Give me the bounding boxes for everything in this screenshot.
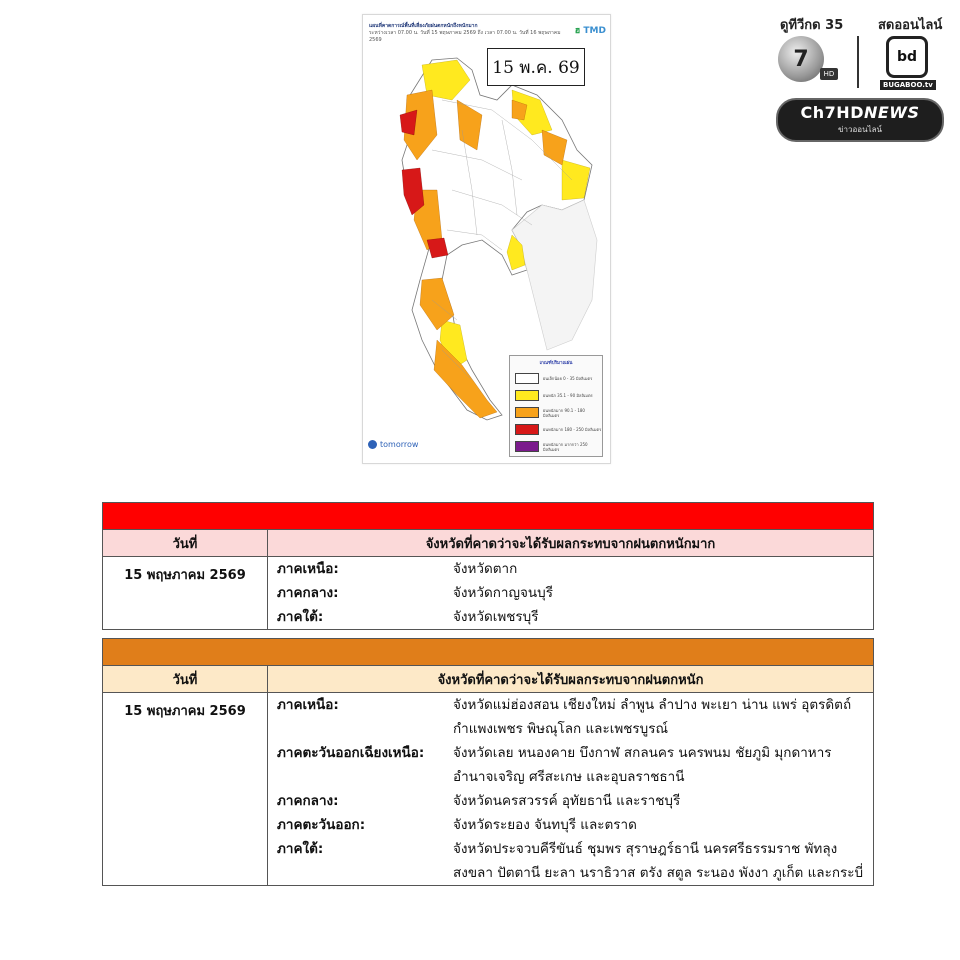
hd-badge: HD	[820, 68, 838, 80]
region-name: ภาคกลาง:	[277, 793, 339, 809]
map-neighbour-shape	[512, 200, 597, 350]
region-provinces: จังหวัดประจวบคีรีขันธ์ ชุมพร สุราษฎร์ธานี นครศรีธรรมราช พัทลุง สงขลา ปัตตานี ยะลา นราธิวาส ตรัง สตูล ระนอง พังงา ภูเก็ต และกระบี่	[453, 841, 864, 881]
legend-swatch	[515, 373, 539, 384]
channel-label: ดูทีวีกด 35	[780, 18, 844, 33]
bugaboo-name: BUGABOO.tv	[880, 80, 936, 90]
region-provinces: จังหวัดนครสวรรค์ อุทัยธานี และราชบุรี	[453, 793, 681, 809]
legend-label: ฝนหนักมาก มากกว่า 250 มิลลิเมตร	[543, 441, 588, 452]
channel-7-logo[interactable]: 7	[778, 36, 824, 82]
map-date-label: 15 พ.ค. 69	[487, 48, 585, 86]
legend-item	[510, 438, 602, 455]
legend-label: ฝนหนัก 35.1 - 90 มิลลิเมตร	[543, 393, 593, 398]
region-name: ภาคกลาง:	[277, 585, 339, 601]
region-name: ภาคเหนือ:	[277, 561, 339, 577]
map-title: แผนที่คาดการณ์พื้นที่เสี่ยงภัยฝนตกหนักถึงหนักมาก	[369, 23, 478, 29]
bugaboo-logo[interactable]: bd	[886, 36, 928, 78]
region-row	[268, 693, 873, 741]
legend-label: ฝนหนักมาก 90.1 - 180 มิลลิเมตร	[543, 407, 585, 418]
tomorrow-dot-icon	[368, 440, 377, 449]
region-provinces: จังหวัดระยอง จันทบุรี และตราด	[453, 817, 637, 833]
region-row	[268, 741, 873, 789]
legend-label: ฝนเล็กน้อย 0 - 35 มิลลิเมตร	[543, 376, 593, 381]
region-row	[268, 605, 873, 629]
column-header-date: วันที่	[103, 530, 268, 557]
region-row	[268, 813, 873, 837]
region-provinces: จังหวัดกาญจนบุรี	[453, 585, 553, 601]
brand-divider	[857, 36, 859, 88]
heavy-rain-table	[102, 638, 874, 886]
tmd-logo: ฮ TMD	[574, 26, 606, 36]
table-header-row	[103, 530, 873, 557]
column-header-provinces: จังหวัดที่คาดว่าจะได้รับผลกระทบจากฝนตกหนัก	[268, 666, 874, 693]
legend-swatch	[515, 441, 539, 452]
date-cell: 15 พฤษภาคม 2569	[103, 693, 268, 886]
region-name: ภาคตะวันออก:	[277, 817, 366, 833]
date-cell: 15 พฤษภาคม 2569	[103, 557, 268, 630]
table-row	[103, 557, 873, 630]
region-row	[268, 789, 873, 813]
table-row	[103, 693, 873, 886]
map-legend	[509, 355, 603, 457]
region-name: ภาคใต้:	[277, 841, 324, 857]
very-heavy-table	[103, 529, 873, 629]
legend-item	[510, 387, 602, 404]
legend-item	[510, 404, 602, 421]
legend-item	[510, 421, 602, 438]
ch7hd-news-logo[interactable]	[776, 98, 944, 142]
regions-cell	[268, 557, 874, 630]
region-name: ภาคเหนือ:	[277, 697, 339, 713]
region-row	[268, 581, 873, 605]
heavy-table	[103, 665, 873, 885]
legend-title: เกณฑ์ปริมาณฝน	[539, 361, 573, 366]
live-label: สดออนไลน์	[878, 18, 943, 33]
column-header-date: วันที่	[103, 666, 268, 693]
legend-swatch	[515, 390, 539, 401]
table-header-row	[103, 666, 873, 693]
region-provinces: จังหวัดแม่ฮ่องสอน เชียงใหม่ ลำพูน ลำปาง พะเยา น่าน แพร่ อุตรดิตถ์ กำแพงเพชร พิษณุโลก และเพชรบูรณ์	[453, 697, 852, 737]
news-title: Ch7HDNEWS	[800, 103, 920, 122]
region-provinces: จังหวัดเลย หนองคาย บึงกาฬ สกลนคร นครพนม ชัยภูมิ มุกดาหาร อำนาจเจริญ ศรีสะเกษ และอุบลราชธานี	[453, 745, 832, 785]
news-subtitle: ข่าวออนไลน์	[838, 125, 882, 134]
legend-swatch	[515, 424, 539, 435]
legend-label: ฝนหนักมาก 180 - 250 มิลลิเมตร	[543, 427, 602, 432]
legend-item	[510, 370, 602, 387]
region-row	[268, 837, 873, 885]
region-provinces: จังหวัดตาก	[453, 561, 518, 577]
region-row	[268, 557, 873, 581]
very-heavy-rain-table	[102, 502, 874, 630]
region-name: ภาคตะวันออกเฉียงเหนือ:	[277, 745, 425, 761]
region-name: ภาคใต้:	[277, 609, 324, 625]
map-subtitle: ระหว่างเวลา 07.00 น. วันที่ 15 พฤษภาคม 2569 ถึง เวลา 07.00 น. วันที่ 16 พฤษภาคม 2569	[369, 30, 561, 43]
broadcaster-branding	[770, 14, 945, 139]
tomorrow-logo	[368, 440, 418, 449]
regions-cell	[268, 693, 874, 886]
column-header-provinces: จังหวัดที่คาดว่าจะได้รับผลกระทบจากฝนตกหนักมาก	[268, 530, 874, 557]
very-heavy-color-bar	[103, 503, 873, 529]
tomorrow-logo-text: tomorrow	[380, 440, 419, 449]
region-provinces: จังหวัดเพชรบุรี	[453, 609, 539, 625]
legend-swatch	[515, 407, 539, 418]
heavy-color-bar	[103, 639, 873, 665]
